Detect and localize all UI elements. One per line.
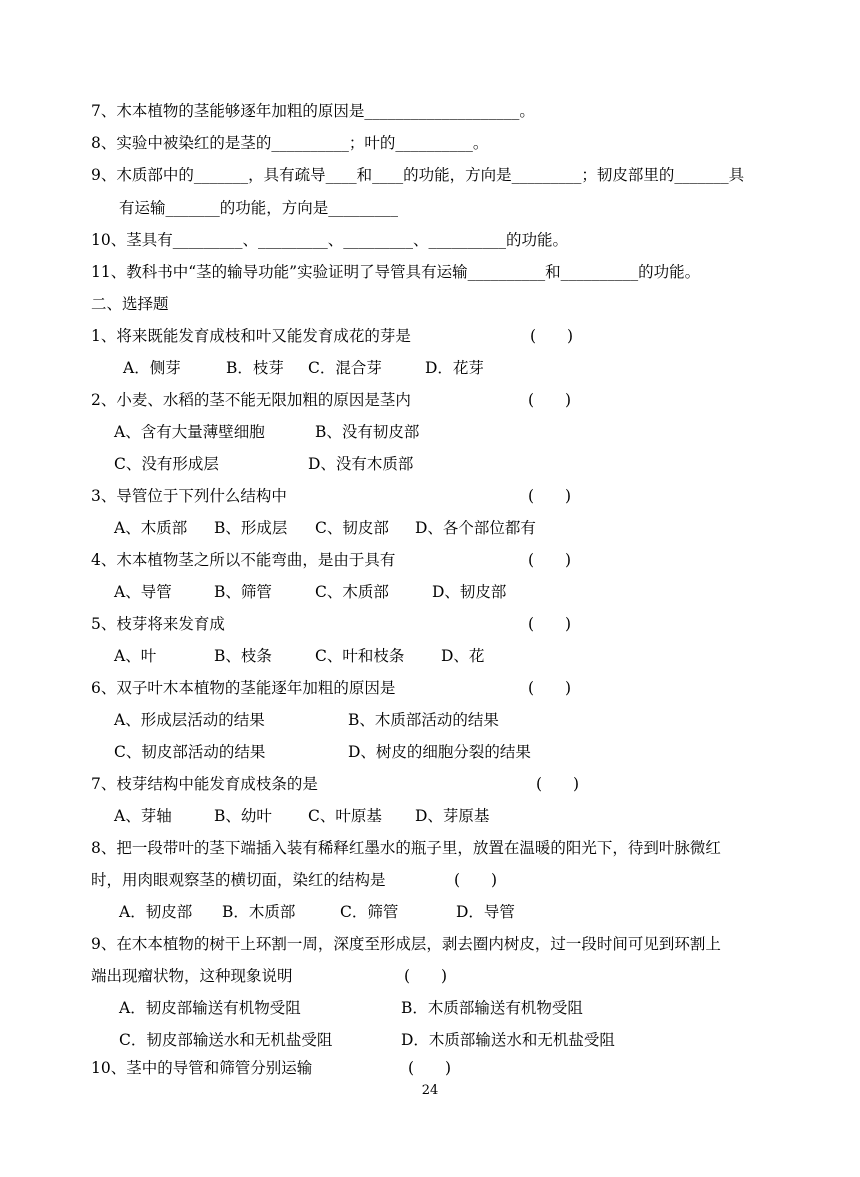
section-title: 二、选择题 bbox=[91, 295, 169, 313]
option-d: D、各个部位都有 bbox=[415, 519, 536, 537]
fill-question-9-line-2: 有运输_______的功能，方向是_________ bbox=[119, 199, 399, 217]
option-a: A、木质部 bbox=[114, 519, 188, 537]
answer-paren: ( ) bbox=[454, 871, 498, 889]
page-number: 24 bbox=[421, 1083, 439, 1098]
option-a: A．韧皮部输送有机物受阻 bbox=[119, 999, 301, 1017]
choice-question-3-stem: 3、导管位于下列什么结构中 bbox=[91, 487, 287, 505]
option-b: B、幼叶 bbox=[214, 807, 272, 825]
choice-question-10-stem: 10、茎中的导管和筛管分别运输 bbox=[91, 1059, 313, 1077]
option-c: C．筛管 bbox=[340, 903, 399, 921]
answer-paren: ( ) bbox=[528, 615, 572, 633]
answer-paren: ( ) bbox=[530, 327, 574, 345]
fill-question-9-line-1: 9、木质部中的_______，具有疏导____和____的功能，方向是_________；韧皮部里的_______具 bbox=[91, 166, 745, 184]
choice-question-8-stem: 8、把一段带叶的茎下端插入装有稀释红墨水的瓶子里，放置在温暖的阳光下，待到叶脉微红 bbox=[91, 839, 721, 857]
choice-question-4-stem: 4、木本植物茎之所以不能弯曲，是由于具有 bbox=[91, 551, 396, 569]
option-b: B．木质部 bbox=[222, 903, 296, 921]
option-d: D．花芽 bbox=[425, 359, 484, 377]
answer-paren: ( ) bbox=[536, 775, 580, 793]
option-a: A．韧皮部 bbox=[119, 903, 193, 921]
answer-paren: ( ) bbox=[528, 487, 572, 505]
choice-question-1-stem: 1、将来既能发育成枝和叶又能发育成花的芽是 bbox=[91, 327, 411, 345]
answer-paren: ( ) bbox=[408, 1059, 452, 1077]
option-d: D．木质部输送水和无机盐受阻 bbox=[401, 1031, 615, 1049]
option-d: D、芽原基 bbox=[415, 807, 490, 825]
option-d: D．导管 bbox=[456, 903, 515, 921]
option-d: D、没有木质部 bbox=[308, 455, 414, 473]
option-b: B、木质部活动的结果 bbox=[348, 711, 499, 729]
choice-question-9-stem-continued: 端出现瘤状物，这种现象说明 bbox=[91, 967, 293, 985]
option-d: D、韧皮部 bbox=[432, 583, 507, 601]
option-b: B、枝条 bbox=[214, 647, 272, 665]
option-d: D、花 bbox=[441, 647, 485, 665]
fill-question-11: 11、教科书中“茎的输导功能”实验证明了导管具有运输__________和__________的功能。 bbox=[91, 263, 701, 281]
choice-question-8-stem-continued: 时，用肉眼观察茎的横切面，染红的结构是 bbox=[91, 871, 386, 889]
option-a: A、含有大量薄壁细胞 bbox=[114, 423, 265, 441]
option-c: C、叶原基 bbox=[308, 807, 382, 825]
option-b: B．木质部输送有机物受阻 bbox=[401, 999, 583, 1017]
choice-question-5-stem: 5、枝芽将来发育成 bbox=[91, 615, 225, 633]
option-b: B、形成层 bbox=[214, 519, 288, 537]
option-c: C．混合芽 bbox=[308, 359, 382, 377]
answer-paren: ( ) bbox=[404, 967, 448, 985]
option-c: C、木质部 bbox=[315, 583, 389, 601]
answer-paren: ( ) bbox=[528, 679, 572, 697]
option-b: B、筛管 bbox=[214, 583, 272, 601]
option-a: A、芽轴 bbox=[114, 807, 172, 825]
fill-question-8: 8、实验中被染红的是茎的__________；叶的__________。 bbox=[91, 134, 489, 152]
option-d: D、树皮的细胞分裂的结果 bbox=[348, 743, 531, 761]
option-c: C、叶和枝条 bbox=[315, 647, 405, 665]
choice-question-7-stem: 7、枝芽结构中能发育成枝条的是 bbox=[91, 775, 318, 793]
option-b: B．枝芽 bbox=[226, 359, 284, 377]
option-c: C、没有形成层 bbox=[114, 455, 219, 473]
answer-paren: ( ) bbox=[528, 551, 572, 569]
option-c: C、韧皮部活动的结果 bbox=[114, 743, 266, 761]
answer-paren: ( ) bbox=[528, 391, 572, 409]
fill-question-7: 7、木本植物的茎能够逐年加粗的原因是____________________。 bbox=[91, 102, 535, 120]
option-a: A．侧芽 bbox=[123, 359, 181, 377]
option-c: C．韧皮部输送水和无机盐受阻 bbox=[119, 1031, 333, 1049]
choice-question-9-stem: 9、在木本植物的树干上环割一周，深度至形成层，剥去圈内树皮，过一段时间可见到环割上 bbox=[91, 935, 721, 953]
option-b: B、没有韧皮部 bbox=[315, 423, 420, 441]
fill-question-10: 10、茎具有_________、_________、_________、__________的功能。 bbox=[91, 231, 568, 249]
option-c: C、韧皮部 bbox=[315, 519, 389, 537]
option-a: A、形成层活动的结果 bbox=[114, 711, 265, 729]
option-a: A、叶 bbox=[114, 647, 157, 665]
choice-question-6-stem: 6、双子叶木本植物的茎能逐年加粗的原因是 bbox=[91, 679, 396, 697]
option-a: A、导管 bbox=[114, 583, 172, 601]
choice-question-2-stem: 2、小麦、水稻的茎不能无限加粗的原因是茎内 bbox=[91, 391, 411, 409]
